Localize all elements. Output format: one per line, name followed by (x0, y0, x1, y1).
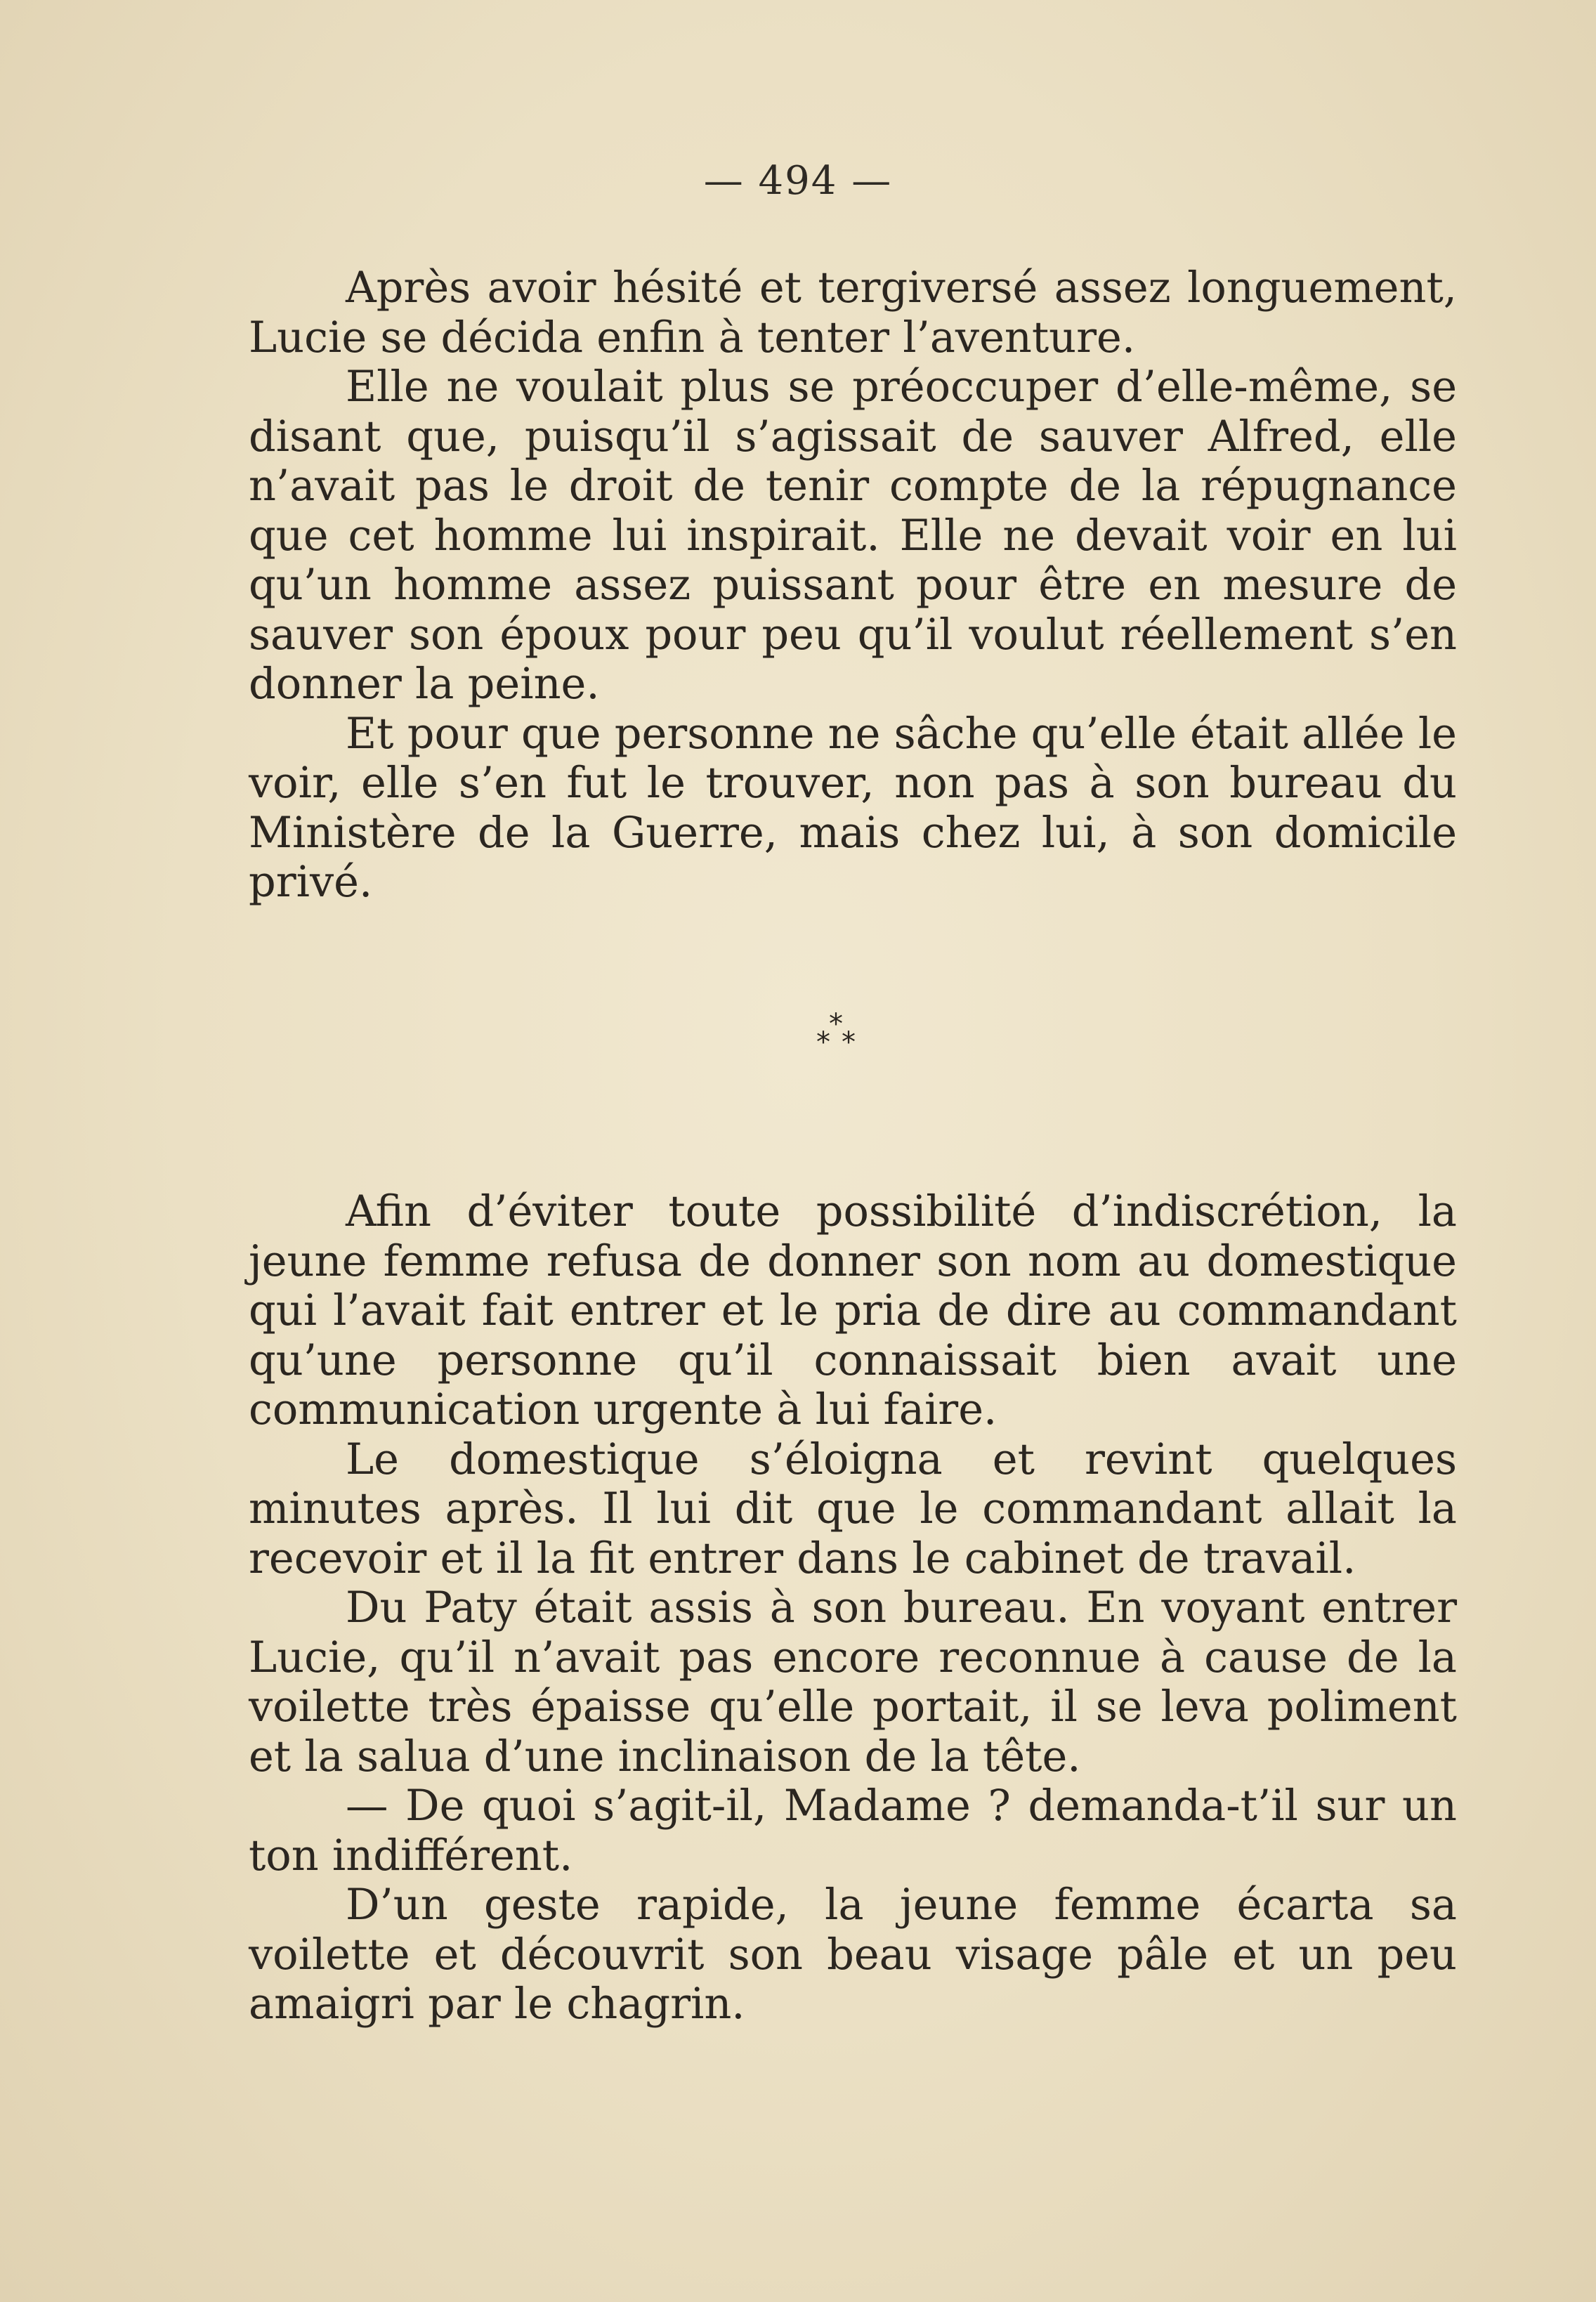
asterisk-icon: * (816, 1026, 830, 1059)
paragraph: Et pour que personne ne sâche qu’elle était allée le voir, elle s’en fut le trouver, non pas à son bureau du Ministère de la Guerre, mais chez lui, à son domicile privé. (249, 709, 1457, 907)
paragraph: Du Paty était assis à son bureau. En voyant entrer Lucie, qu’il n’avait pas encore reconnue à cause de la voilette très épaisse qu’elle portait, il se leva poliment et la salua d’une inclinaison de la tête. (249, 1583, 1457, 1781)
paragraph: D’un geste rapide, la jeune femme écarta sa voilette et découvrit son beau visage pâle et un peu amaigri par le chagrin. (249, 1881, 1457, 2029)
asterism-separator (812, 1010, 875, 1059)
paragraph: Après avoir hésité et tergiversé assez longuement, Lucie se décida enfin à tenter l’aventure. (249, 263, 1457, 362)
paragraph: Elle ne voulait plus se préoccuper d’elle-même, se disant que, puisqu’il s’agissait de sauver Alfred, elle n’avait pas le droit de tenir compte de la répugnance que cet homme lui inspirait. Elle ne devait voir en lui qu’un homme assez puissant pour être en mesure de sauver son époux pour peu qu’il voulut réellement s’en donner la peine. (249, 362, 1457, 709)
paragraph: Afin d’éviter toute possibilité d’indiscrétion, la jeune femme refusa de donner son nom au domestique qui l’avait fait entrer et le pria de dire au commandant qu’une personne qu’il connaissait bien avait une communication urgente à lui faire. (249, 1187, 1457, 1434)
asterisk-icon: * (842, 1026, 856, 1059)
paragraph: — De quoi s’agit-il, Madame ? demanda-t’il sur un ton indifférent. (249, 1781, 1457, 1881)
asterisk-icon: * (829, 1008, 843, 1040)
page-number: — 494 — (703, 158, 893, 204)
text-section-2 (249, 1187, 1457, 2029)
paragraph: Le domestique s’éloigna et revint quelques minutes après. Il lui dit que le commandant allait la recevoir et il la fit entrer dans le cabinet de travail. (249, 1434, 1457, 1583)
text-section-1 (249, 263, 1457, 908)
